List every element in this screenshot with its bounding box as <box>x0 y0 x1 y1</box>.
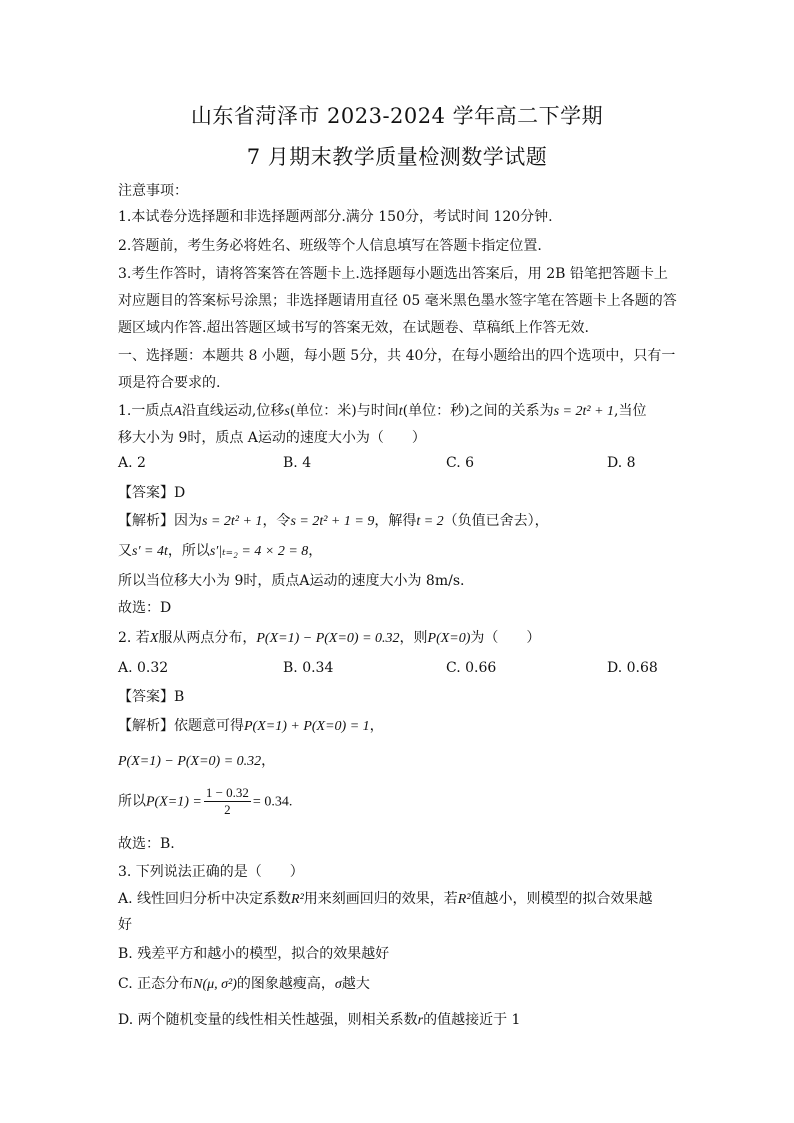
q1-answer: 【答案】D <box>118 485 186 501</box>
notice-item-3b: 对应题目的答案标号涂黑；非选择题请用直径 05 毫米黑色墨水签字笔在答题卡上各题的答 <box>118 293 677 309</box>
q3-option-b: B. 残差平方和越小的模型，拟合的效果越好 <box>118 946 390 962</box>
q2-stem: 2. 若X服从两点分布，P(X=1) − P(X=0) = 0.32，则P(X=0)为（ ） <box>118 630 541 646</box>
exam-title-line2: 7 月期末教学质量检测数学试题 <box>246 145 548 169</box>
notice-item-2: 2.答题前，考生务必将姓名、班级等个人信息填写在答题卡指定位置. <box>118 238 542 254</box>
q1-final: 故选：D <box>118 600 172 616</box>
q3-option-d: D. 两个随机变量的线性相关性越强，则相关系数r的值越接近于 1 <box>118 1012 521 1028</box>
q1-option-b: B. 4 <box>283 455 312 471</box>
q2-final: 故选：B. <box>118 836 175 852</box>
q3-stem: 3. 下列说法正确的是（ ） <box>118 864 304 880</box>
notice-heading: 注意事项： <box>118 183 188 199</box>
q1-stem-line2: 移大小为 9时，质点 A运动的速度大小为（ ） <box>118 430 426 446</box>
q2-option-c: C. 0.66 <box>446 660 497 676</box>
q2-option-a: A. 0.32 <box>118 660 169 676</box>
exam-title-line1: 山东省菏泽市 2023-2024 学年高二下学期 <box>190 104 604 128</box>
q1-formula: s = 2t² + 1 <box>553 404 615 419</box>
q1-option-c: C. 6 <box>446 455 475 471</box>
fraction: $\frac{1 - 0.32}{2}$ <box>205 785 249 817</box>
q2-explanation-2: P(X=1) − P(X=0) = 0.32， <box>118 753 276 769</box>
q3-option-a-line2: 好 <box>118 917 132 933</box>
q1-explanation-1: 【解析】因为s = 2t² + 1，令s = 2t² + 1 = 9，解得t = 2（负值已舍去）， <box>118 513 549 529</box>
q2-explanation-1: 【解析】依题意可得P(X=1) + P(X=0) = 1， <box>118 718 384 734</box>
q3-option-a-line1: A. 线性回归分析中决定系数R²用来刻画回归的效果，若R²值越小，则模型的拟合效果越 <box>118 891 653 907</box>
notice-item-3a: 3.考生作答时，请将答案答在答题卡上.选择题每小题选出答案后，用 2B 铅笔把答题卡上 <box>118 266 668 282</box>
section-heading-line1: 一、选择题：本题共 8 小题，每小题 5分，共 40分，在每小题给出的四个选项中，只有一 <box>118 348 676 364</box>
q2-answer: 【答案】B <box>118 689 185 705</box>
q2-option-b: B. 0.34 <box>283 660 334 676</box>
notice-item-3c: 题区域内作答.超出答题区域书写的答案无效，在试题卷、草稿纸上作答无效. <box>118 320 589 336</box>
q3-option-c: C. 正态分布N(μ, σ²)的图象越瘦高，σ越大 <box>118 976 370 992</box>
q1-explanation-3: 所以当位移大小为 9时，质点A运动的速度大小为 8m/s. <box>118 573 465 589</box>
notice-item-1: 1.本试卷分选择题和非选择题两部分.满分 150分，考试时间 120分钟. <box>118 209 553 225</box>
q1-stem-line1: 1.一质点A沿直线运动,位移s(单位：米)与时间t(单位：秒)之间的关系为s = 2t² + 1,当位 <box>118 403 647 419</box>
q1-option-d: D. 8 <box>607 455 636 471</box>
section-heading-line2: 项是符合要求的. <box>118 375 221 391</box>
q2-option-d: D. 0.68 <box>607 660 658 676</box>
q2-explanation-3: 所以P(X=1) = $\frac{1 - 0.32}{2}$ = 0.34. <box>118 785 293 817</box>
q1-explanation-2: 又s′ = 4t，所以s′|ₜ₌₂ = 4 × 2 = 8， <box>118 543 323 559</box>
q1-option-a: A. 2 <box>118 455 146 471</box>
